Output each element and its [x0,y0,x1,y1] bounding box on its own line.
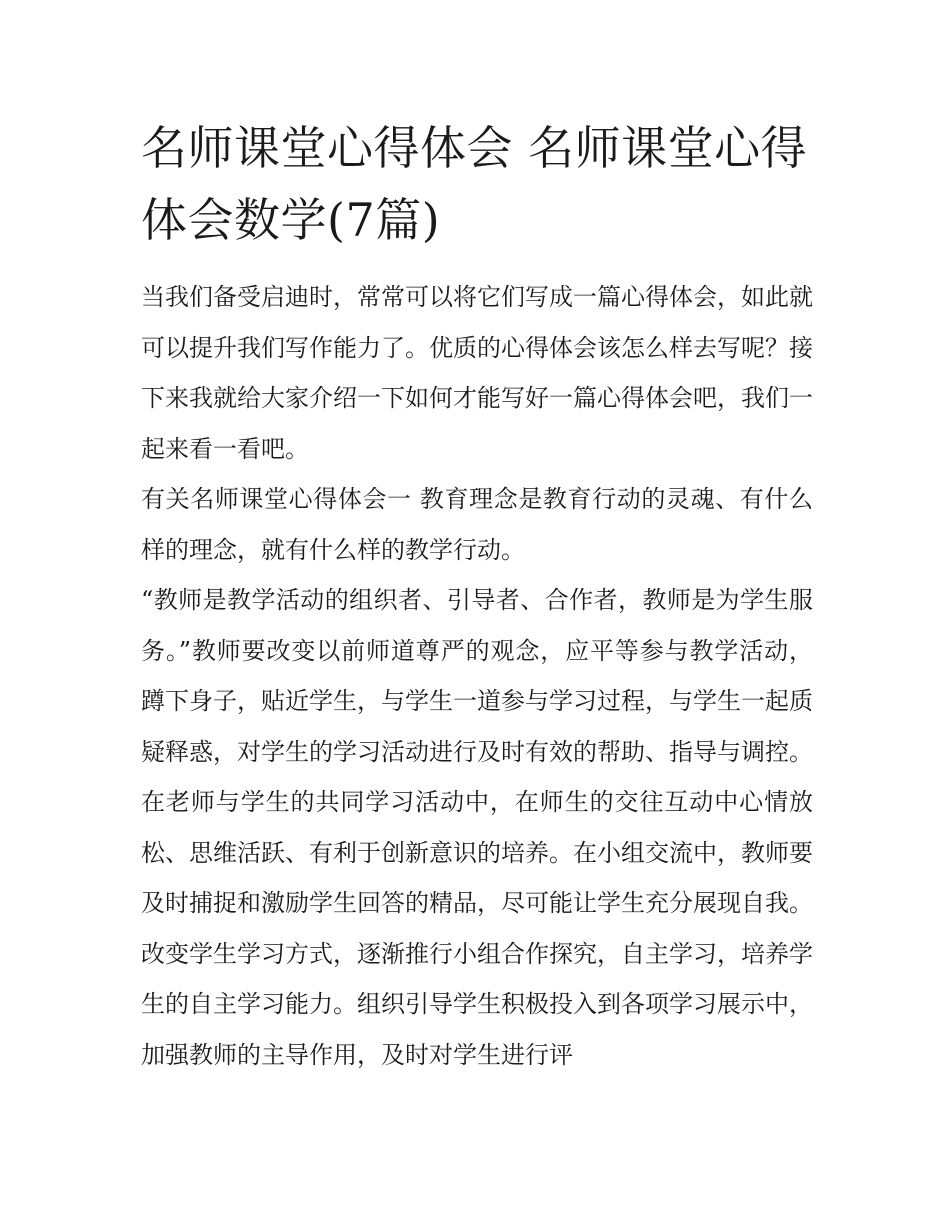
document-title: 名师课堂心得体会 名师课堂心得体会数学(7篇) [141,121,808,247]
paragraph-section-one: 有关名师课堂心得体会一 教育理念是教育行动的灵魂、有什么样的理念，就有什么样的教学行动。 [141,485,813,564]
paragraph-body: “教师是教学活动的组织者、引导者、合作者，教师是为学生服务。”教师要改变以前师道尊严的观念，应平等参与教学活动，蹲下身子，贴近学生，与学生一道参与学习过程，与学生一起质疑释惑，对学生的学习活动进行及时有效的帮助、指导与调控。在老师与学生的共同学习活动中，在师生的交往互动中心情放松、思维活跃、有利于创新意识的培养。在小组交流中，教师要及时捕捉和激励学生回答的精品，尽可能让学生充分展现自我。改变学生学习方式，逐渐推行小组合作探究，自主学习，培养学生的自主学习能力。组织引导学生积极投入到各项学习展示中，加强教师的主导作用，及时对学生进行评 [141,586,813,1069]
paragraph-intro: 当我们备受启迪时，常常可以将它们写成一篇心得体会，如此就可以提升我们写作能力了。优质的心得体会该怎么样去写呢？接下来我就给大家介绍一下如何才能写好一篇心得体会吧，我们一起来看一看吧。 [141,283,813,463]
document-content [141,112,813,1080]
